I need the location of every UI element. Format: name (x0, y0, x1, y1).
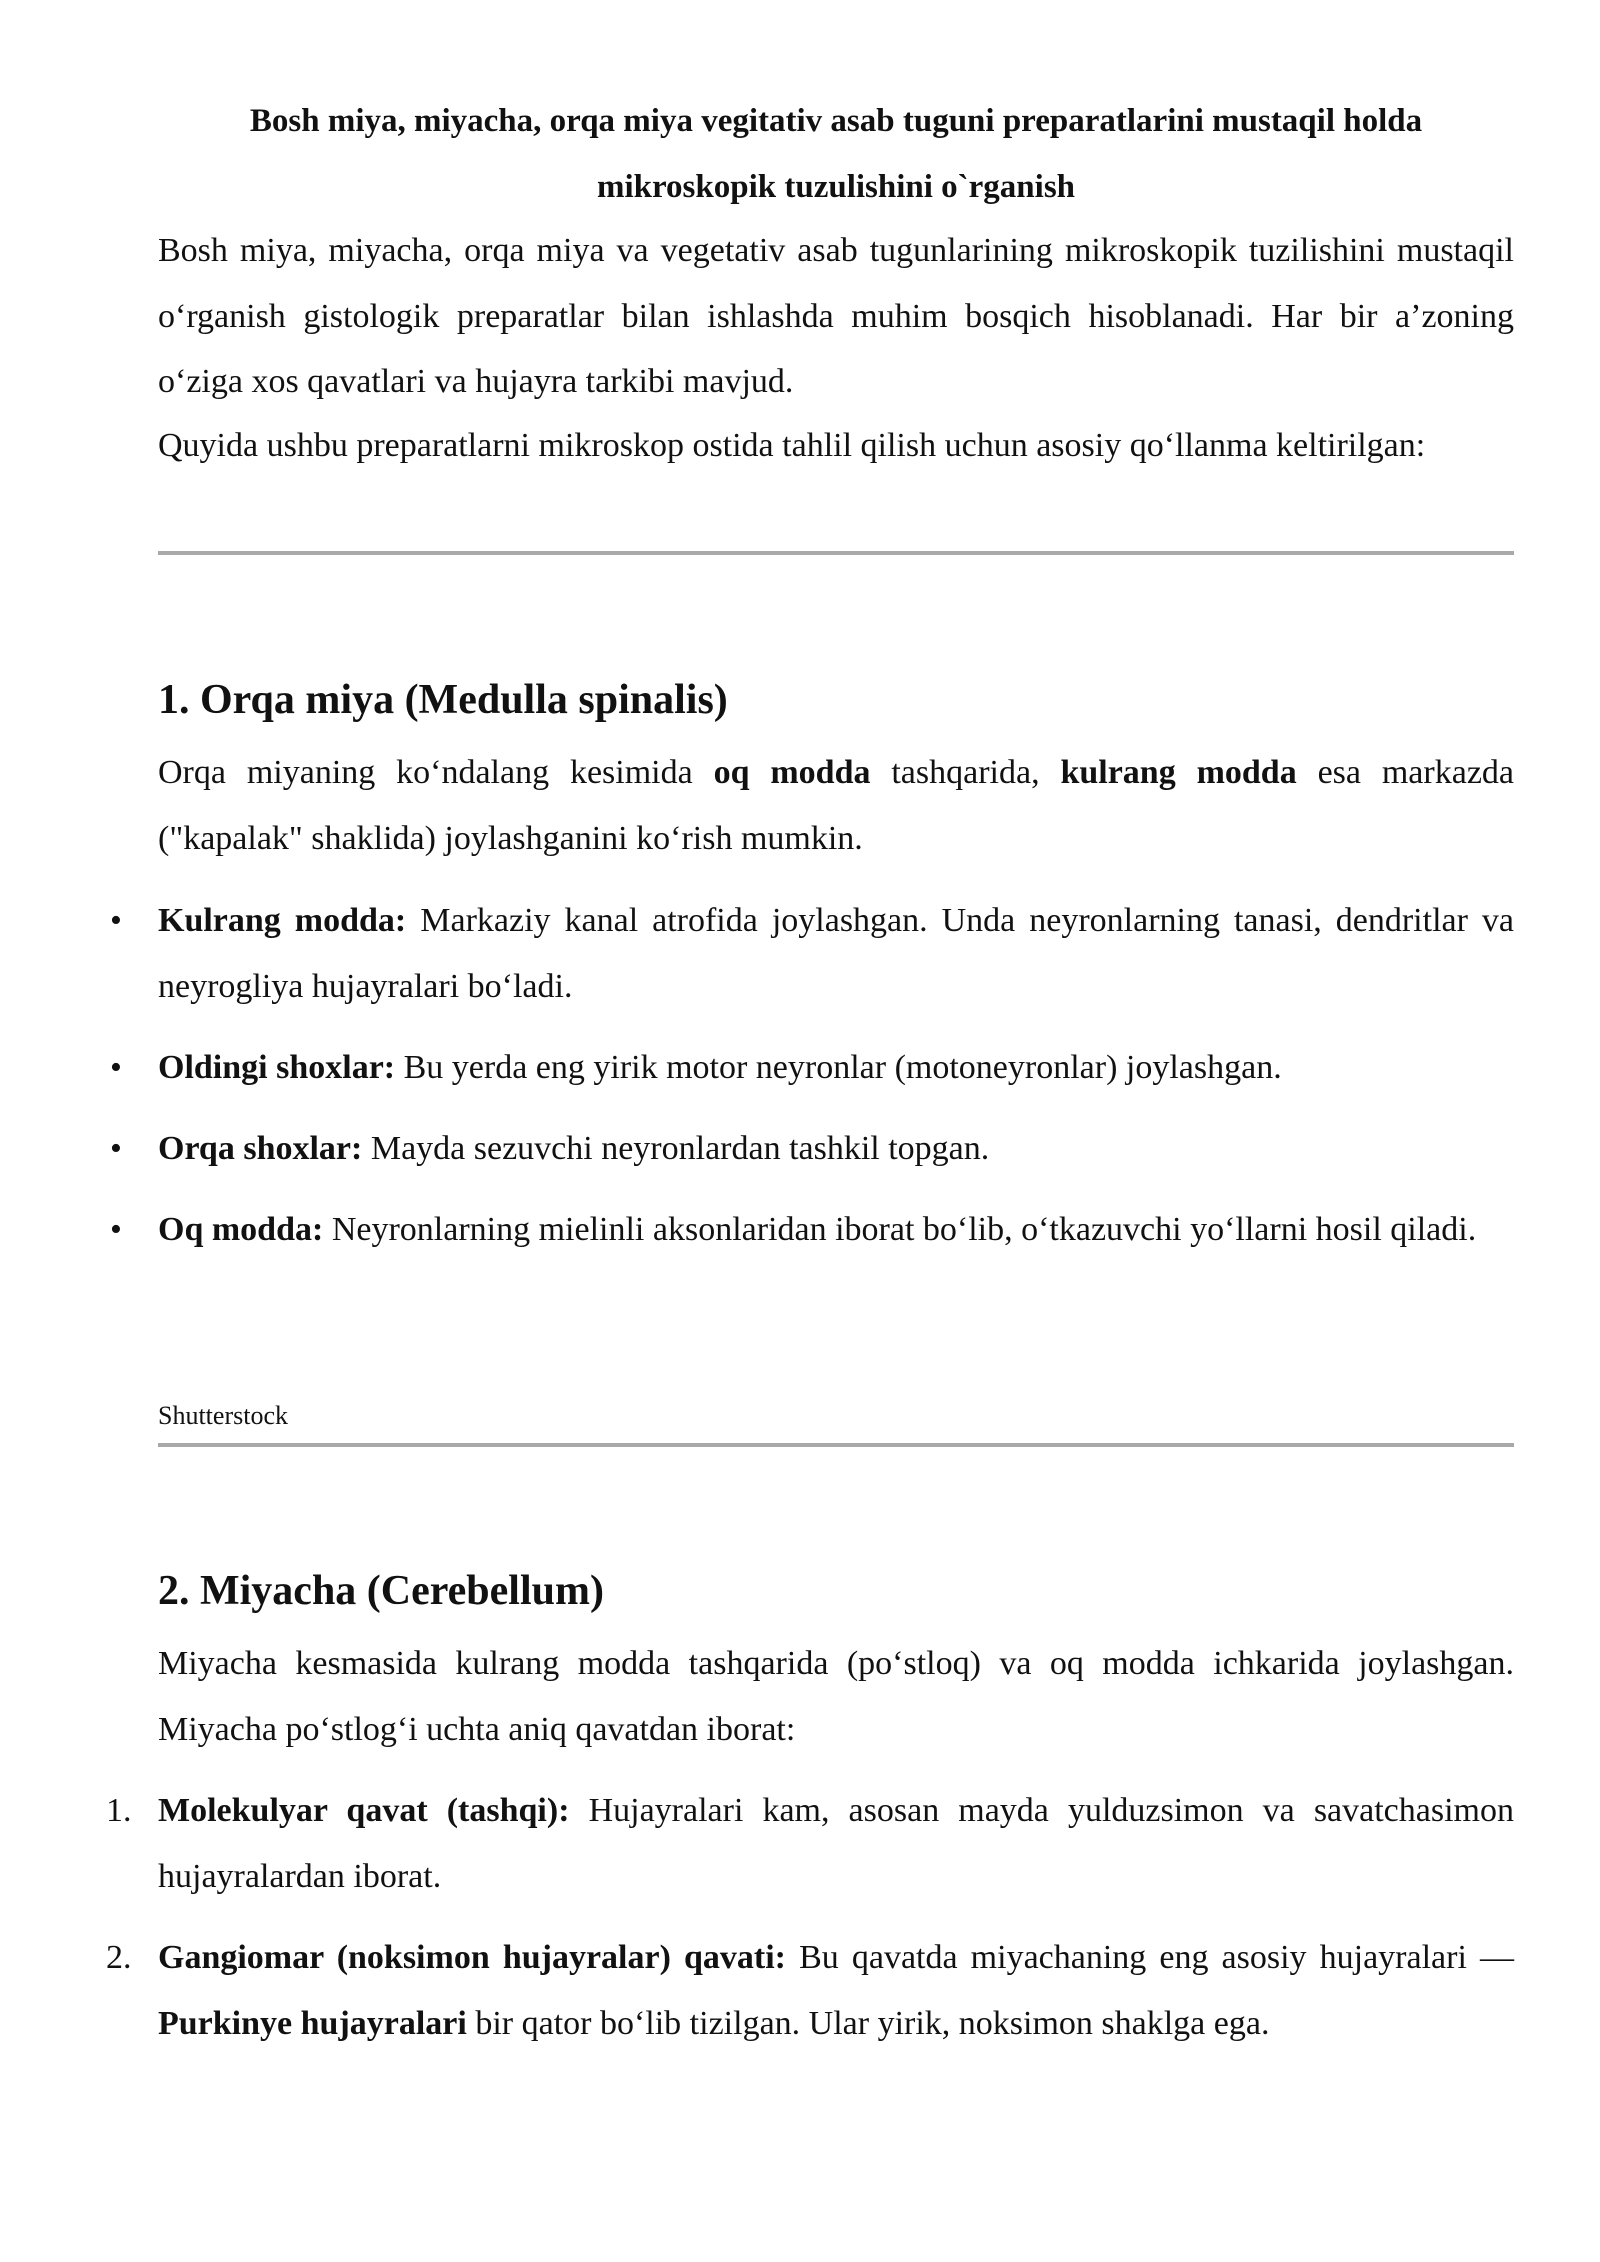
section-1-intro-text-a: Orqa miyaning ko‘ndalang kesimida (158, 754, 714, 791)
intro-paragraph-1: Bosh miya, miyacha, orqa miya va vegetativ asab tugunlarining mikroskopik tuzilishini mustaqil o‘rganish gistologik preparatlar bilan ishlashda muhim bosqich hisoblanadi. Har bir a’zoning o‘ziga xos qavatlari va hujayra tarkibi mavjud. (158, 232, 1514, 400)
list-item-term: Gangiomar (noksimon hujayralar) qavati: (158, 1939, 787, 1976)
list-item-term: Orqa shoxlar: (158, 1130, 363, 1167)
list-item-term: Oldingi shoxlar: (158, 1049, 396, 1086)
list-item-text-b: bir qator bo‘lib tizilgan. Ular yirik, noksimon shaklga ega. (466, 2004, 1270, 2042)
list-item-term: Kulrang modda: (158, 902, 407, 939)
bullet-marker: • (110, 1130, 122, 1167)
list-item-strong-purkinje: Purkinye hujayralari (158, 2004, 467, 2042)
list-number: 1. (106, 1792, 132, 1829)
list-number: 2. (106, 1939, 132, 1976)
image-caption: Shutterstock (158, 1401, 288, 1430)
title-line-2: mikroskopik tuzulishini o`rganish (596, 169, 1076, 205)
section-1-intro-strong-grey-matter: kulrang modda (1060, 754, 1297, 791)
section-1-intro-text-e: esa markazda ("kapalak" shaklida) joylashganini ko‘rish mumkin. (158, 754, 1514, 857)
title-line-1: Bosh miya, miyacha, orqa miya vegitativ asab tuguni preparatlarini mustaqil holda (249, 103, 1423, 139)
intro-paragraph-2: Quyida ushbu preparatlarni mikroskop ostida tahlil qilish uchun asosiy qo‘llanma keltirilgan: (158, 427, 1426, 464)
list-item (106, 1925, 1514, 2056)
list-item-text: Bu yerda eng yirik motor neyronlar (motoneyronlar) joylashgan. (395, 1049, 1282, 1086)
section-1-heading: 1. Orqa miya (Medulla spinalis) (158, 677, 728, 723)
list-item-text: Mayda sezuvchi neyronlardan tashkil topgan. (362, 1130, 990, 1167)
document-title (158, 88, 1514, 220)
horizontal-rule-1 (158, 551, 1514, 555)
list-item (110, 1035, 1514, 1101)
list-item-text: Neyronlarning mielinli aksonlaridan iborat bo‘lib, o‘tkazuvchi yo‘llarni hosil qiladi. (323, 1211, 1477, 1248)
list-item (106, 1778, 1514, 1909)
list-item-term: Molekulyar qavat (tashqi): (158, 1792, 570, 1829)
bullet-marker: • (110, 1211, 122, 1248)
section-1-intro (158, 740, 1514, 871)
section-2-intro: Miyacha kesmasida kulrang modda tashqarida (po‘stloq) va oq modda ichkarida joylashgan. Miyacha po‘stlog‘i uchta aniq qavatdan iborat: (158, 1645, 1514, 1748)
horizontal-rule-2 (158, 1443, 1514, 1447)
list-item-term: Oq modda: (158, 1211, 324, 1248)
bullet-marker: • (110, 902, 122, 939)
list-item-text: Hujayralari kam, asosan mayda yulduzsimon va savatchasimon hujayralardan iborat. (158, 1792, 1514, 1895)
list-item (110, 1197, 1514, 1263)
section-1-intro-text-c: tashqarida, (870, 754, 1061, 791)
list-item (110, 888, 1515, 1019)
section-2-heading: 2. Miyacha (Cerebellum) (158, 1568, 604, 1614)
list-item (110, 1116, 1514, 1182)
bullet-marker: • (110, 1049, 122, 1086)
section-1-intro-strong-white-matter: oq modda (713, 754, 871, 791)
list-item-text: Markaziy kanal atrofida joylashgan. Unda neyronlarning tanasi, dendritlar va neyrogliya hujayralari bo‘ladi. (158, 902, 1515, 1005)
list-item-text-a: Bu qavatda miyachaning eng asosiy hujayralari — (786, 1939, 1514, 1976)
